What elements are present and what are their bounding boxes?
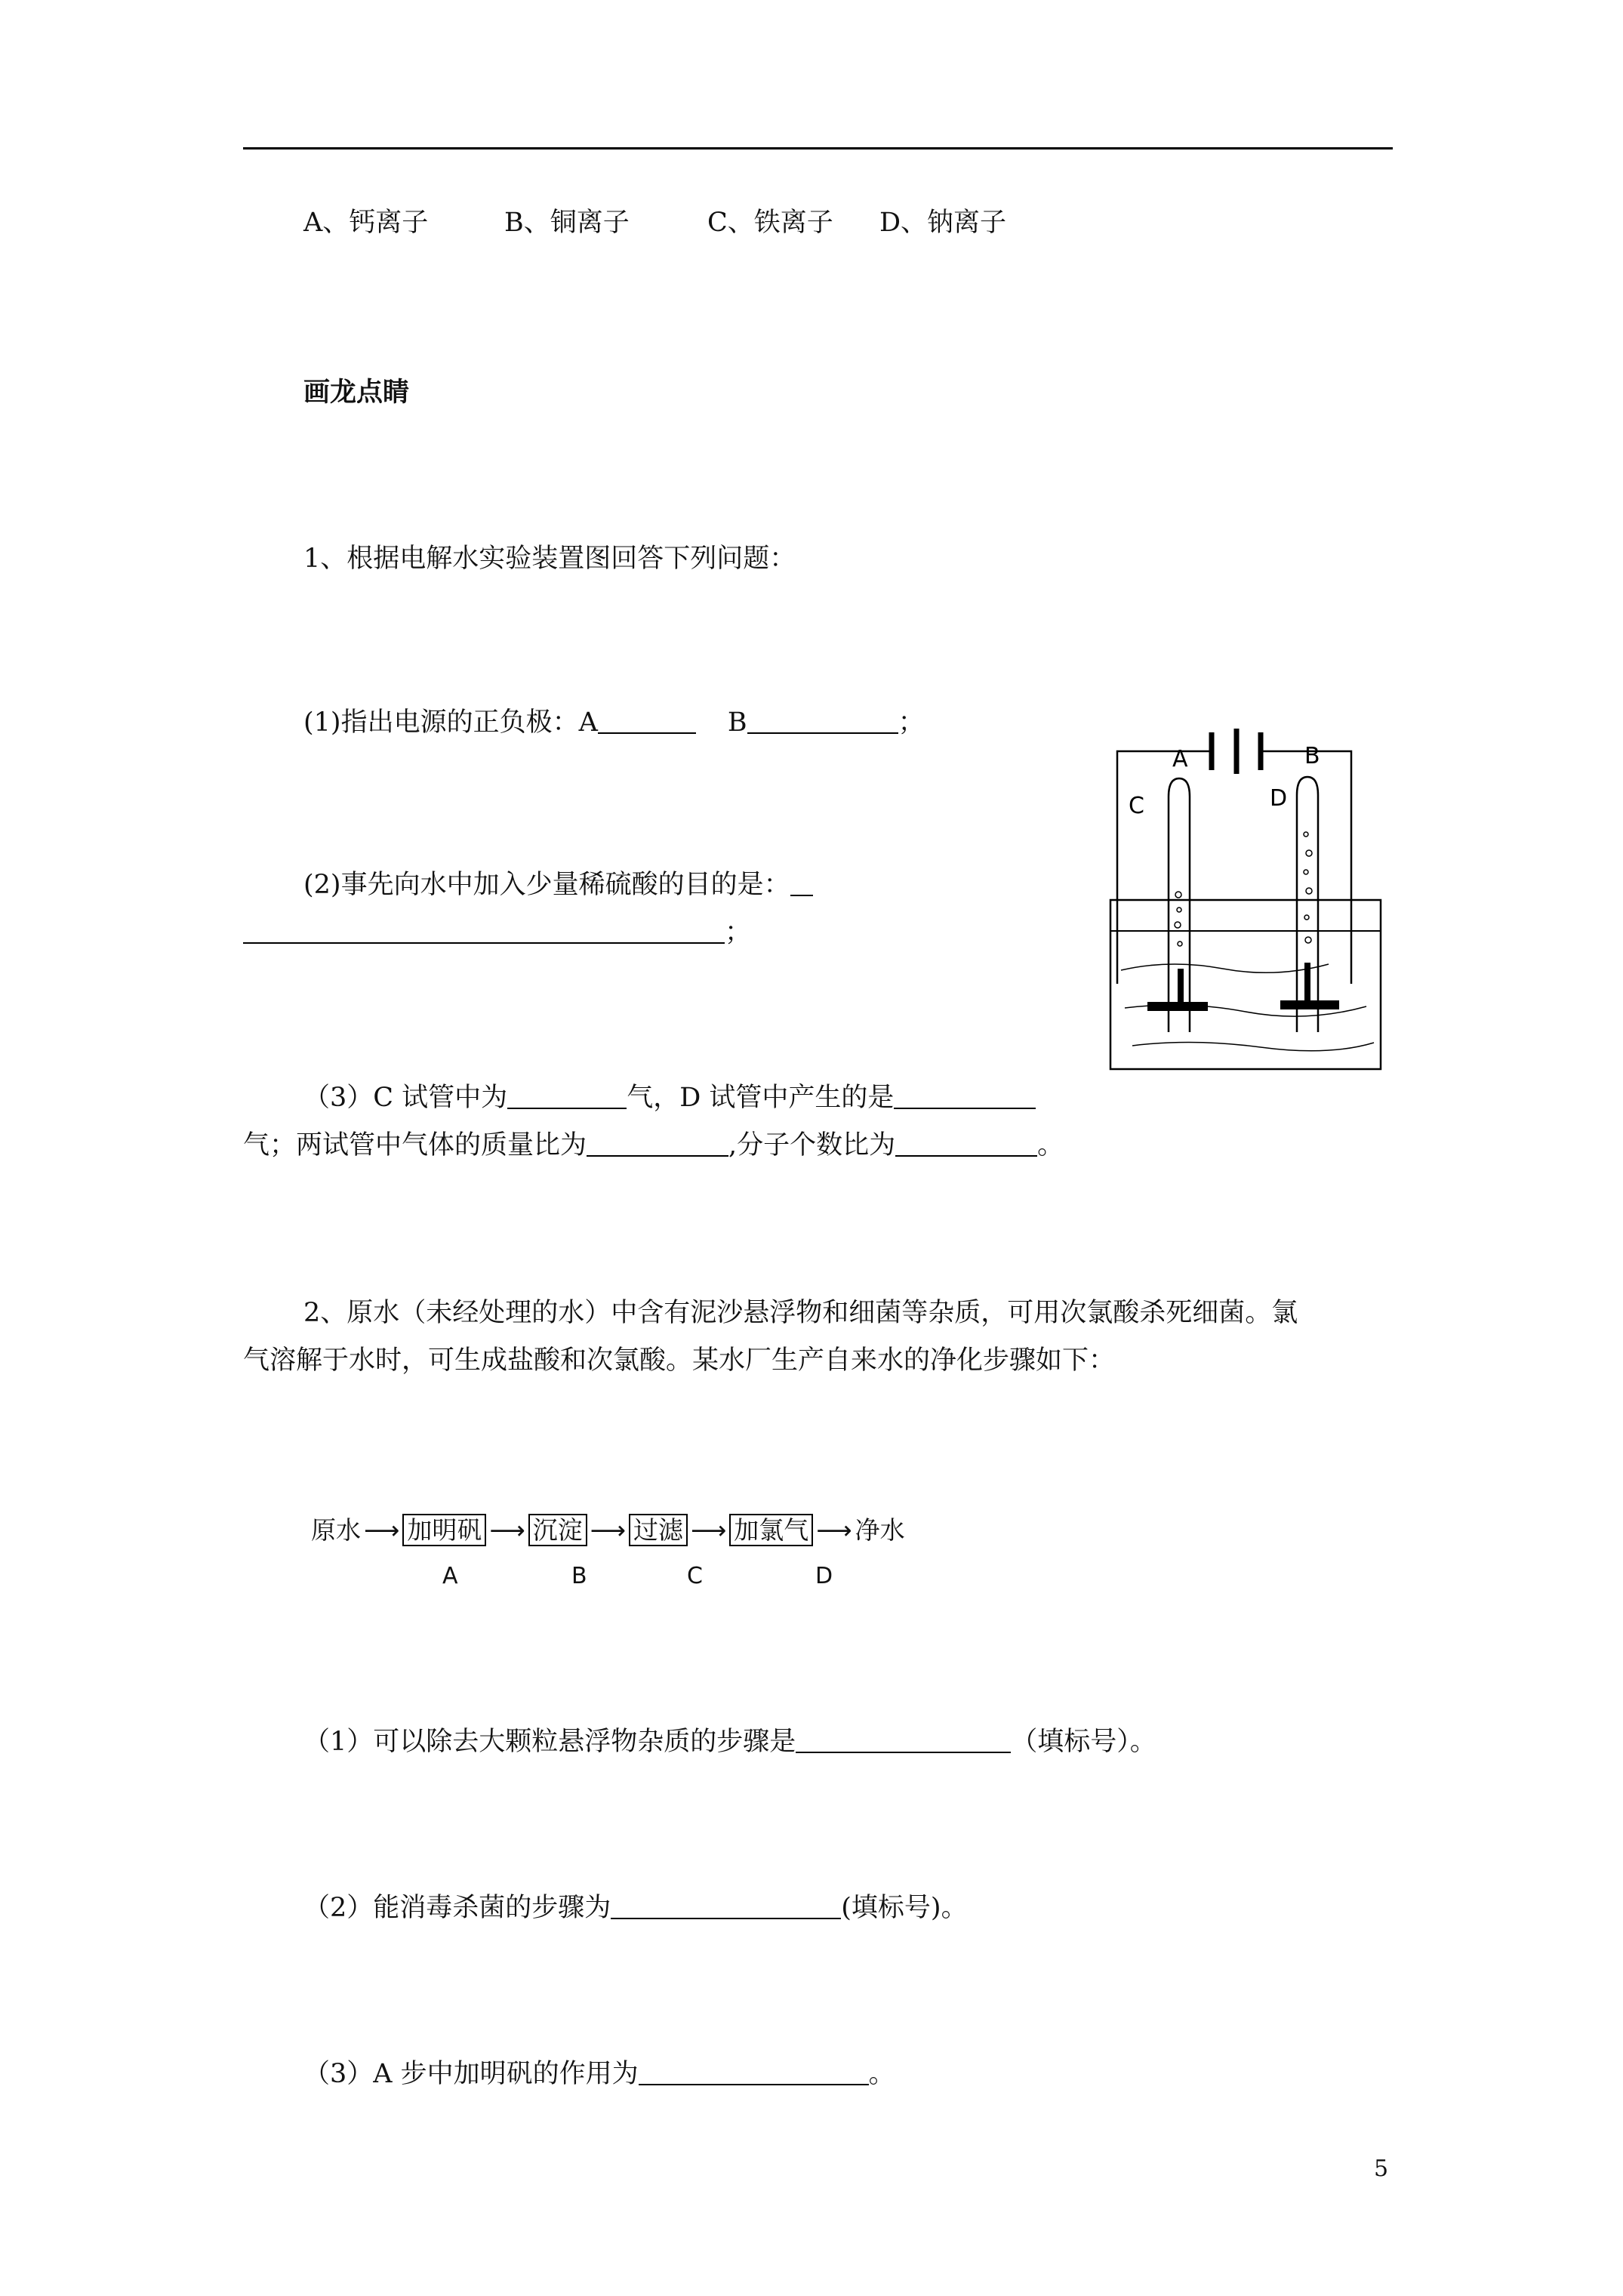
q2-sub2	[303, 1895, 968, 1922]
answer-blank[interactable]	[894, 1086, 1036, 1109]
q2-sub2-prefix: （2）能消毒杀菌的步骤为	[303, 1893, 611, 1923]
electrode-base-right	[1280, 1000, 1339, 1009]
flow-step-c: 过滤	[629, 1514, 688, 1546]
option-c: C、铁离子	[707, 208, 833, 238]
arrow-icon: ⟶	[489, 1515, 525, 1545]
flow-step-a: 加明矾	[402, 1514, 486, 1546]
q1-part1-end: ；	[898, 707, 925, 738]
arrow-icon: ⟶	[690, 1515, 727, 1545]
answer-blank[interactable]	[507, 1086, 627, 1109]
q1-part3-line2-start: 气；两试管中气体的质量比为	[243, 1130, 587, 1160]
option-a: A、钙离子	[303, 208, 429, 238]
q1-part3-line2-end: 。	[1037, 1130, 1064, 1160]
gas-bubbles	[1175, 832, 1312, 946]
label-b: B	[1304, 743, 1320, 769]
q1-part1-prefix: (1)指出电源的正负极：A	[303, 707, 598, 738]
arrow-icon: ⟶	[816, 1515, 852, 1545]
q1-part3-line2	[243, 1130, 1064, 1160]
option-b: B、铜离子	[504, 208, 630, 238]
q1-title: 1、根据电解水实验装置图回答下列问题：	[303, 544, 796, 574]
header-rule	[243, 147, 1393, 149]
q2-line1: 2、原水（未经处理的水）中含有泥沙悬浮物和细菌等杂质，可用次氯酸杀死细菌。氯	[303, 1298, 1298, 1328]
answer-blank[interactable]	[243, 921, 725, 944]
q1-part1-mid: B	[727, 707, 747, 738]
answer-blank[interactable]	[611, 1897, 841, 1919]
flow-start: 原水	[311, 1515, 361, 1545]
electrolysis-apparatus-figure	[1102, 691, 1389, 1072]
q1-part3-c-prefix: （3）C 试管中为	[303, 1083, 508, 1113]
water-line	[1132, 1042, 1374, 1050]
answer-blank[interactable]	[790, 874, 813, 896]
electrode-right	[1304, 963, 1310, 1002]
answer-blank[interactable]	[598, 711, 696, 734]
flow-step-b: 沉淀	[528, 1514, 587, 1546]
q2-sub3-suffix: 。	[868, 2059, 895, 2089]
option-d: D、钠离子	[879, 208, 1007, 238]
purification-flow	[311, 1514, 905, 1546]
flow-step-d: 加氯气	[729, 1514, 813, 1546]
q1-part2-prefix: (2)事先向水中加入少量稀硫酸的目的是：	[303, 870, 790, 900]
q1-part2-line2	[243, 917, 752, 948]
q2-sub1-suffix: （填标号）。	[1011, 1727, 1156, 1757]
q1-part1	[303, 707, 925, 738]
flow-label-c: C	[687, 1563, 703, 1589]
q1-part3	[303, 1085, 1036, 1111]
q2-sub2-suffix: (填标号)。	[841, 1893, 968, 1923]
arrow-icon: ⟶	[364, 1515, 400, 1545]
q1-part2	[303, 872, 813, 898]
q1-part2-end: ；	[725, 917, 752, 948]
electrode-base-left	[1147, 1002, 1208, 1011]
answer-blank[interactable]	[796, 1730, 1011, 1753]
q2-sub1	[303, 1729, 1156, 1755]
page-number: 5	[1374, 2156, 1389, 2182]
flow-label-d: D	[815, 1563, 833, 1589]
answer-blank[interactable]	[747, 711, 898, 734]
answer-blank[interactable]	[587, 1134, 728, 1157]
label-a: A	[1172, 746, 1188, 772]
q2-line2: 气溶解于水时，可生成盐酸和次氯酸。某水厂生产自来水的净化步骤如下：	[243, 1345, 1116, 1376]
answer-blank[interactable]	[895, 1134, 1037, 1157]
arrow-icon: ⟶	[590, 1515, 626, 1545]
section-title: 画龙点睛	[303, 377, 410, 408]
label-d: D	[1270, 785, 1288, 812]
flow-label-b: B	[571, 1563, 587, 1589]
q2-sub3	[303, 2061, 895, 2088]
flow-end: 净水	[855, 1515, 905, 1545]
q1-part3-c-suffix: 气，D 试管中产生的是	[627, 1083, 895, 1113]
answer-blank[interactable]	[639, 2063, 869, 2085]
wire-left	[1117, 751, 1212, 984]
label-c: C	[1129, 793, 1144, 819]
q2-sub3-prefix: （3）A 步中加明矾的作用为	[303, 2059, 639, 2089]
q1-part3-line2-mid: ,分子个数比为	[728, 1130, 896, 1160]
q2-sub1-prefix: （1）可以除去大颗粒悬浮物杂质的步骤是	[303, 1727, 796, 1757]
flow-label-a: A	[442, 1563, 458, 1589]
